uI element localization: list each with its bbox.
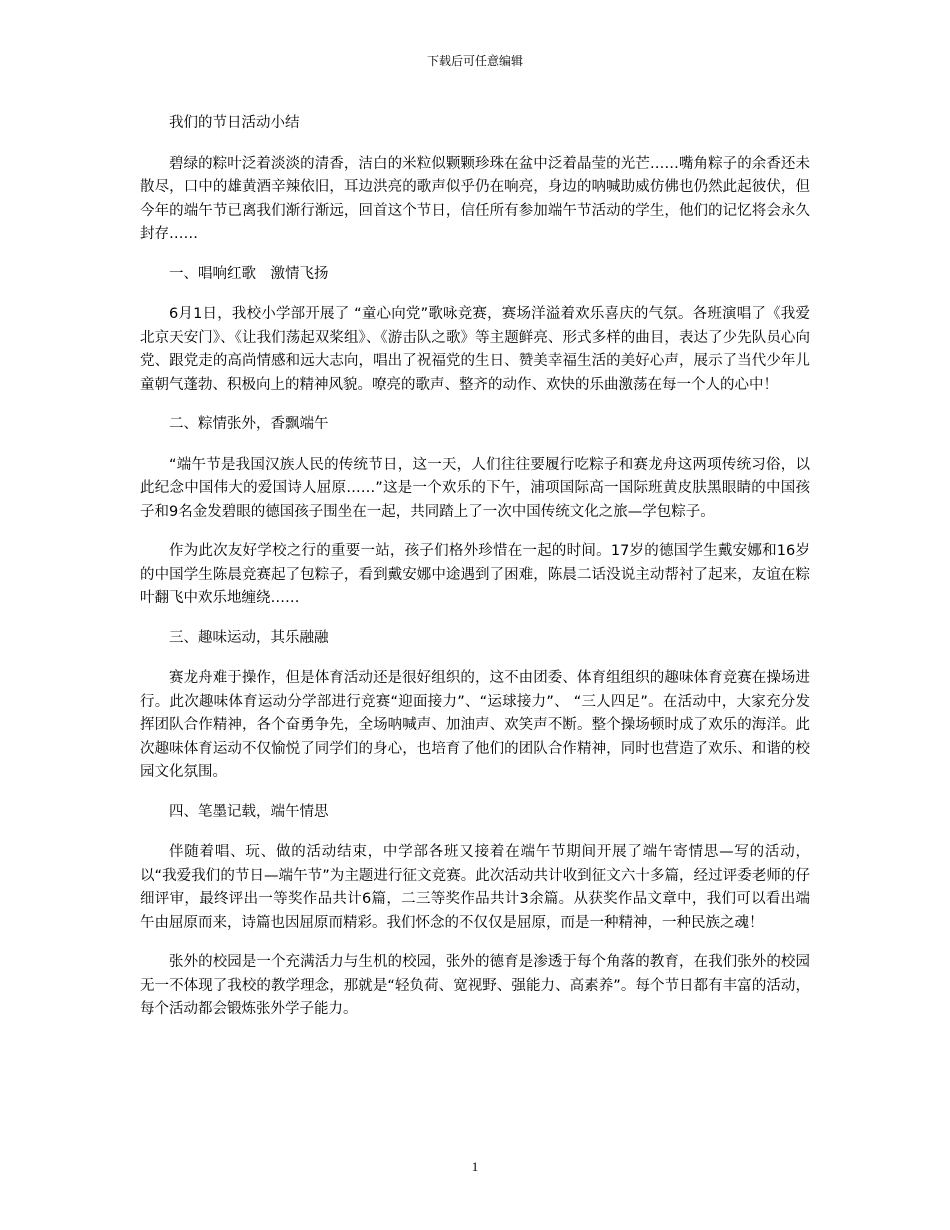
document-body bbox=[140, 112, 810, 1038]
closing-paragraph: 张外的校园是一个充满活力与生机的校园，张外的德育是渗透于每个角落的教育，在我们张外的校园无一不体现了我校的教学理念，那就是“轻负荷、宽视野、强能力、高素养”。每个节日都有丰富的活动，每个活动都会锻炼张外学子能力。 bbox=[140, 954, 810, 1017]
section-heading-2: 二、粽情张外，香飘端午 bbox=[169, 416, 329, 432]
section-3-paragraph: 赛龙舟难于操作，但是体育活动还是很好组织的，这不由团委、体育组组织的趣味体育竞赛在操场进行。此次趣味体育运动分学部进行竞赛“迎面接力”、“运球接力”、 “三人四足”。在活动中，大家充分发挥团队合作精神，各个奋勇争先，全场呐喊声、加油声、欢笑声不断。整个操场顿时成了欢乐的海洋。此次趣味体育运动不仅愉悦了同学们的身心，也培育了他们的团队合作精神，同时也营造了欢乐、和谐的校园文化氛围。 bbox=[140, 670, 810, 780]
section-heading-4: 四、笔墨记载，端午情思 bbox=[169, 803, 329, 820]
section-2-paragraph-2: 作为此次友好学校之行的重要一站，孩子们格外珍惜在一起的时间。17岁的德国学生戴安娜和16岁的中国学生陈晨竞赛起了包粽子，看到戴安娜中途遇到了困难，陈晨二话没说主动帮衬了起来，友谊在粽叶翻飞中欢乐地缠绕…… bbox=[140, 543, 810, 606]
section-heading-3: 三、趣味运动，其乐融融 bbox=[169, 629, 329, 646]
document-title: 我们的节日活动小结 bbox=[169, 115, 300, 131]
page-header-note: 下载后可任意编辑 bbox=[426, 54, 523, 68]
section-1-paragraph: 6月1日，我校小学部开展了 “童心向党”歌咏竞赛，赛场洋溢着欢乐喜庆的气氛。各班演唱了《我爱北京天安门》、《让我们荡起双桨组》、《游击队之歌》等主题鲜亮、形式多样的曲目，表达了少先队员心向党、跟党走的高尚情感和远大志向，唱出了祝福党的生日、赞美幸福生活的美好心声，展示了当代少年儿童朝气蓬勃、积极向上的精神风貌。嘹亮的歌声、整齐的动作、欢快的乐曲激荡在每一个人的心中！ bbox=[140, 306, 810, 393]
page-number: 1 bbox=[471, 1159, 479, 1174]
section-4-paragraph: 伴随着唱、玩、做的活动结束，中学部各班又接着在端午节期间开展了端午寄情思—写的活动，以“我爱我们的节日—端午节”为主题进行征文竞赛。此次活动共计收到征文六十多篇，经过评委老师的仔细评审，最终评出一等奖作品共计6篇，二三等奖作品共计3余篇。从获奖作品文章中，我们可以看出端午由屈原而来，诗篇也因屈原而精彩。我们怀念的不仅仅是屈原，而是一种精神，一种民族之魂！ bbox=[140, 844, 810, 931]
section-heading-1: 一、唱响红歌 激情飞扬 bbox=[169, 265, 329, 282]
section-2-paragraph-1: “端午节是我国汉族人民的传统节日，这一天，人们往往要履行吃粽子和赛龙舟这两项传统习俗，以此纪念中国伟大的爱国诗人屈原……”这是一个欢乐的下午，浦项国际高一国际班黄皮肤黑眼睛的中国孩子和9名金发碧眼的德国孩子围坐在一起，共同踏上了一次中国传统文化之旅—学包粽子。 bbox=[140, 456, 810, 520]
intro-paragraph: 碧绿的粽叶泛着淡淡的清香，洁白的米粒似颗颗珍珠在盆中泛着晶莹的光芒……嘴角粽子的余香还未散尽，口中的雄黄酒辛辣依旧，耳边洪亮的歌声似乎仍在响亮，身边的呐喊助威仿佛也仍然此起彼伏，但今年的端午节已离我们渐行渐远，回首这个节日，信任所有参加端午节活动的学生，他们的记忆将会永久封存…… bbox=[140, 155, 810, 242]
